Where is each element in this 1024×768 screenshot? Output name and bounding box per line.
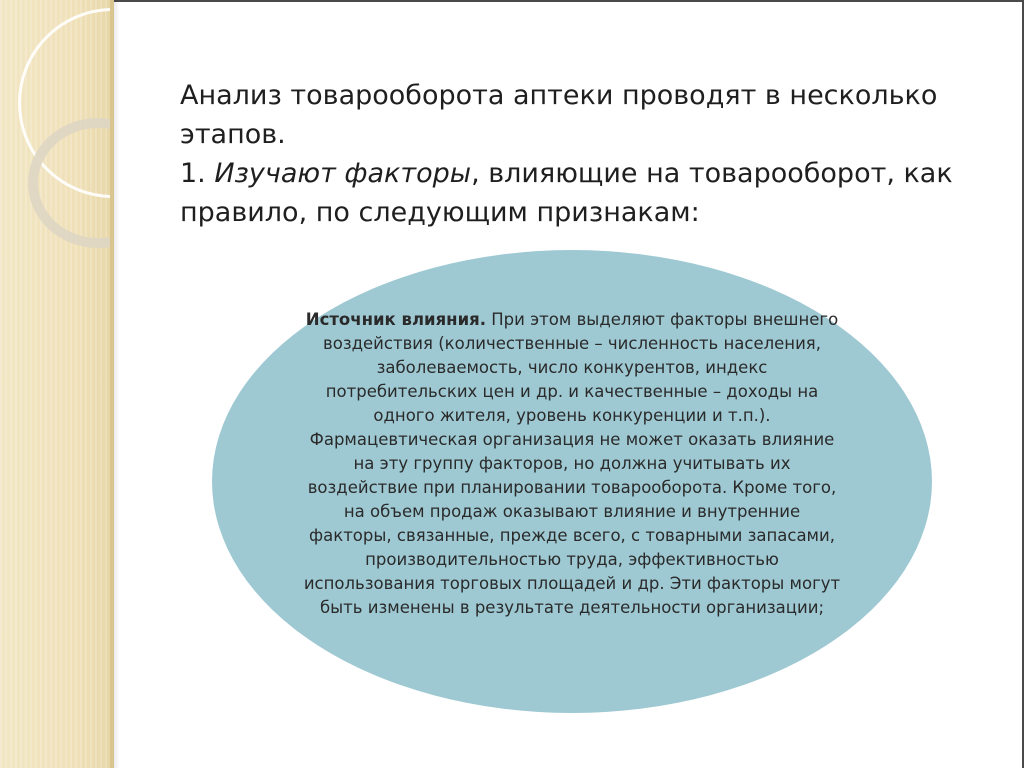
ellipse-text bbox=[302, 308, 842, 620]
heading-step-emphasis: Изучают факторы bbox=[214, 158, 472, 189]
slide-heading bbox=[180, 76, 980, 232]
ellipse-body: При этом выделяют факторы внешнего воздействия (количественные – численность населения, заболеваемость, число конкурентов, индекс потребительских цен и др. и качественные – доходы на одного жителя, уровень конкуренции и т.п.). Фармацевтическая организация не может оказать влияние на эту группу факторов, но должна учитывать их воздействие при планировании товарооборота. Кроме того, на объем продаж оказывают влияние и внутренние факторы, связанные, прежде всего, с товарными запасами, производительностью труда, эффективностью использования торговых площадей и др. Эти факторы могут быть изменены в результате деятельности организации; bbox=[303, 310, 841, 617]
heading-line1: Анализ товарооборота аптеки проводят в несколько этапов. bbox=[180, 80, 938, 150]
frame-top-border bbox=[0, 0, 1024, 2]
heading-step-number: 1. bbox=[180, 158, 206, 189]
side-panel-shadow bbox=[114, 0, 120, 768]
heading-step-rest: , влияющие на товарооборот, как правило, по следующим признакам: bbox=[180, 158, 953, 228]
ellipse-bold-lead: Источник влияния. bbox=[305, 310, 487, 329]
decorative-side-panel bbox=[0, 0, 110, 768]
